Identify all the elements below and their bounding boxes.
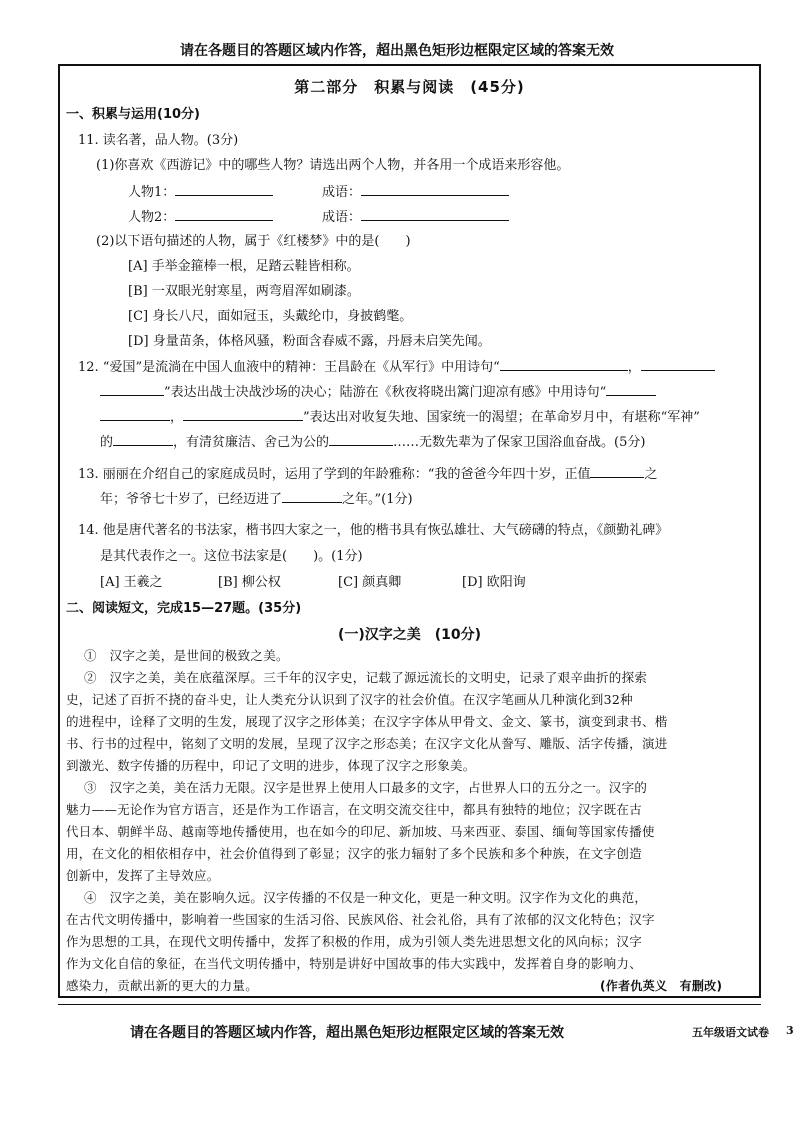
passage-line-8: 魅力——无论作为官方语言，还是作为工作语言，在文明交流交往中，都具有独特的地位；汉字既在古: [66, 802, 643, 817]
q13-blank-2[interactable]: [282, 490, 342, 503]
q12-text-2: ”表达出战士决战沙场的决心；陆游在《秋夜将晓出篱门迎凉有感》中用诗句“: [164, 385, 607, 400]
q13-text-1-end: 之: [644, 467, 658, 482]
passage-line-5: 书、行书的过程中，铭刻了文明的发展，呈现了汉字之形态美；在汉字文化从誊写、雕版、活字传播，演进: [66, 736, 668, 751]
passage-line-6: 到激光、数字传播的历程中，印记了文明的进步，体现了汉字之形象美。: [66, 758, 476, 773]
character-1-label: 人物1：: [128, 185, 176, 200]
q13-text-2b: 之年。”(1分): [342, 492, 413, 507]
q14-line-1: 14. 他是唐代著名的书法家，楷书四大家之一，他的楷书具有恢弘雄壮、大气磅礴的特点，《颜勤礼碑》: [78, 523, 669, 538]
q13-text-2a: 年；爷爷七十岁了，已经迈进了: [100, 492, 283, 507]
q11-character-row-2: [128, 208, 273, 227]
idiom-1-label: 成语：: [322, 185, 362, 200]
q12-comma-2: ，: [170, 410, 184, 425]
passage-title: (一)汉字之美 (10分): [337, 627, 482, 643]
q12-blank-7[interactable]: [113, 433, 173, 446]
q12-blank-2[interactable]: [641, 358, 715, 371]
footer-notice: 请在各题目的答题区域内作答，超出黑色矩形边框限定区域的答案无效: [130, 1025, 564, 1041]
q11-idiom-row-1: [322, 183, 509, 202]
q12-comma-1: ，: [627, 360, 641, 375]
q12-text-4c: ……无数先辈为了保家卫国浴血奋战。(5分): [393, 435, 646, 450]
q11-option-b: [B] 一双眼光射寒星，两弯眉浑如刷漆。: [128, 284, 360, 299]
passage-line-13: 在古代文明传播中，影响着一些国家的生活习俗、民族风俗、社会礼俗，具有了浓郁的汉文化特色；汉字: [66, 912, 655, 927]
q13-blank-1[interactable]: [590, 465, 644, 478]
q12-blank-6[interactable]: [183, 408, 303, 421]
page-number: 3: [786, 1024, 794, 1037]
q12-line-2: [100, 383, 656, 402]
q12-blank-5[interactable]: [100, 408, 170, 421]
q11-character-row-1: [128, 183, 273, 202]
q12-blank-3[interactable]: [100, 383, 164, 396]
part-title: 第二部分 积累与阅读 (45分): [294, 78, 525, 96]
header-notice: 请在各题目的答题区域内作答，超出黑色矩形边框限定区域的答案无效: [180, 43, 614, 59]
q12-text-3: ”表达出对收复失地、国家统一的渴望；在革命岁月中，有堪称“军神”: [303, 410, 700, 425]
character-2-label: 人物2：: [128, 210, 176, 225]
q14-option-d: [D] 欧阳询: [462, 575, 526, 590]
q12-text-4b: ，有清贫廉洁、舍己为公的: [173, 435, 330, 450]
idiom-2-blank[interactable]: [361, 208, 509, 221]
q14-option-c: [C] 颜真卿: [338, 575, 402, 590]
passage-line-16: 感染力，贡献出新的更大的力量。: [66, 978, 259, 993]
passage-attribution: (作者仇英义 有删改): [600, 979, 723, 993]
q12-blank-4[interactable]: [606, 383, 656, 396]
q11-sub1: (1)你喜欢《西游记》中的哪些人物？请选出两个人物，并各用一个成语来形容他。: [96, 158, 570, 173]
character-1-blank[interactable]: [175, 183, 273, 196]
section2-heading: 二、阅读短文，完成15—27题。(35分): [66, 601, 302, 616]
q11-option-c: [C] 身长八尺，面如冠玉，头戴纶巾，身披鹤氅。: [128, 309, 413, 324]
passage-line-1: ① 汉字之美，是世间的极致之美。: [84, 648, 289, 663]
q12-line-4: [100, 433, 645, 452]
character-2-blank[interactable]: [175, 208, 273, 221]
q14-option-b: [B] 柳公权: [218, 575, 281, 590]
q12-blank-1[interactable]: [500, 358, 628, 371]
q12-blank-8[interactable]: [329, 433, 393, 446]
passage-line-7: ③ 汉字之美，美在活力无限。汉字是世界上使用人口最多的文字，占世界人口的五分之一。汉字的: [84, 780, 648, 795]
q13-text-1: 13. 丽丽在介绍自己的家庭成员时，运用了学到的年龄雅称：“我的爸爸今年四十岁，正值: [78, 467, 591, 482]
passage-line-2: ② 汉字之美，美在底蕴深厚。三千年的汉字史，记载了源远流长的文明史，记录了艰辛曲折的探索: [84, 670, 648, 685]
passage-line-3: 史，记述了百折不挠的奋斗史，让人类充分认识到了汉字的社会价值。在汉字笔画从几种演化到32种: [66, 692, 633, 707]
q12-text-4a: 的: [100, 435, 114, 450]
passage-line-11: 创新中，发挥了主导效应。: [66, 868, 220, 883]
q13-line-1: [78, 465, 657, 484]
q11-idiom-row-2: [322, 208, 509, 227]
passage-line-4: 的进程中，诠释了文明的生发，展现了汉字之形体美；在汉字字体从甲骨文、金文、篆书，演变到隶书、楷: [66, 714, 668, 729]
q12-line-1: [78, 358, 715, 377]
frame-bottom-rule: [58, 1004, 761, 1005]
idiom-2-label: 成语：: [322, 210, 362, 225]
q11-sub2: (2)以下语句描述的人物，属于《红楼梦》中的是( ): [96, 234, 411, 249]
passage-line-15: 作为文化自信的象征，在当代文明传播中，特别是讲好中国故事的伟大实践中，发挥着自身的影响力、: [66, 956, 643, 971]
footer-paper-name: 五年级语文试卷: [692, 1026, 769, 1039]
idiom-1-blank[interactable]: [361, 183, 509, 196]
q11-option-a: [A] 手举金箍棒一根，足踏云鞋皆相称。: [128, 259, 360, 274]
q14-option-a: [A] 王羲之: [100, 575, 163, 590]
passage-line-14: 作为思想的工具，在现代文明传播中，发挥了积极的作用，成为引领人类先进思想文化的风向标；汉字: [66, 934, 643, 949]
passage-line-10: 用，在文化的相依相存中，社会价值得到了彰显；汉字的张力辐射了多个民族和多个种族，在文字创造: [66, 846, 643, 861]
q12-line-3: [100, 408, 700, 427]
q14-options: [100, 574, 526, 592]
section1-heading: 一、积累与运用(10分): [66, 107, 200, 122]
q13-line-2: [100, 490, 413, 509]
q11-option-d: [D] 身量苗条，体格风骚，粉面含春威不露，丹唇未启笑先闻。: [128, 334, 491, 349]
passage-line-9: 代日本、朝鲜半岛、越南等地传播使用，也在如今的印尼、新加坡、马来西亚、泰国、缅甸等国家传播使: [66, 824, 655, 839]
passage-line-12: ④ 汉字之美，美在影响久远。汉字传播的不仅是一种文化，更是一种文明。汉字作为文化的典范，: [84, 890, 648, 905]
q11-stem: 11. 读名著，品人物。(3分): [78, 133, 239, 148]
q12-text-1: 12. “爱国”是流淌在中国人血液中的精神：王昌龄在《从军行》中用诗句“: [78, 360, 500, 375]
q14-line-2: 是其代表作之一。这位书法家是( )。(1分): [100, 549, 363, 564]
